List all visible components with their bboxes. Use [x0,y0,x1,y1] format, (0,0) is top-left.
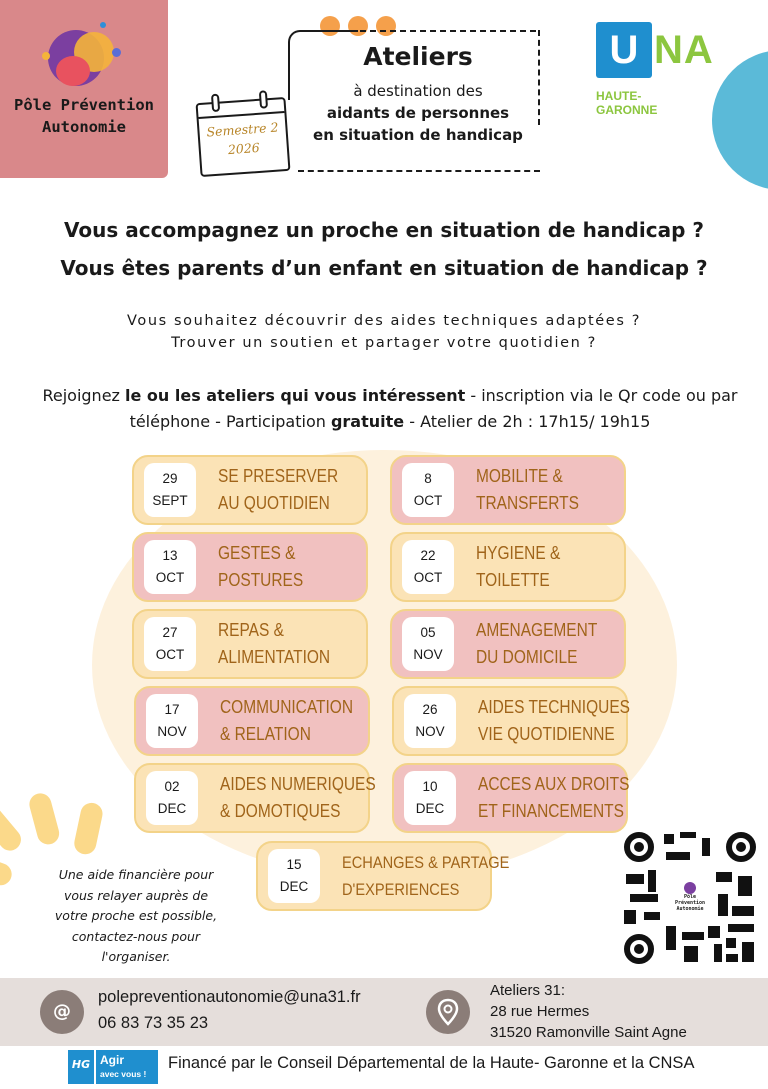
logo-dot-icon [42,52,50,60]
workshop-title: AIDES NUMERIQUES & DOMOTIQUES [220,774,376,821]
funding-text: Financé par le Conseil Départemental de la Haute- Garonne et la CNSA [168,1054,695,1072]
workshop-card [390,609,626,679]
pole-logo-line2: Autonomie [42,118,126,136]
workshop-card [390,455,626,525]
question-1: Vous accompagnez un proche en situation de handicap ? [64,218,704,242]
workshop-card [132,532,368,602]
workshop-card [134,763,376,833]
workshop-date: 05 NOV [402,617,454,671]
workshop-title: COMMUNICATION & RELATION [220,697,354,744]
logo-shape-icon [56,56,90,86]
qr-code[interactable] [622,830,758,966]
page-subtitle: à destination des aidants de personnes en situation de handicap [313,82,523,144]
location-pin-icon [426,990,470,1034]
pole-logo-text [0,94,168,138]
workshop-title: ECHANGES & PARTAGE D'EXPERIENCES [342,853,510,899]
address-street: 28 rue Hermes [490,1003,590,1020]
address-title: Ateliers 31: [490,982,566,999]
workshop-title: SE PRESERVER AU QUOTIDIEN [218,466,339,513]
pole-prevention-logo [0,0,168,178]
contact-email[interactable]: polepreventionautonomie@una31.fr [98,988,361,1006]
workshop-date: 8 OCT [402,463,454,517]
workshop-date: 26 NOV [404,694,456,748]
financial-aid-note: Une aide financière pour vous relayer auprès de votre proche est possible, contactez-nous pour l'organiser. [54,867,218,964]
workshop-date: 29 SEPT [144,463,196,517]
intro-text: Vous souhaitez découvrir des aides techniques adaptées ? Trouver un soutien et partager votre quotidien ? [127,313,641,351]
address-city: 31520 Ramonville Saint Agne [490,1024,687,1041]
join-text: Rejoignez le ou les ateliers qui vous intéressent - inscription via le Qr code ou par téléphone - Participation gratuite - Atelier de 2h : 17h15/ 19h15 [42,386,738,431]
workshop-title: MOBILITE & TRANSFERTS [476,466,579,513]
workshop-card [134,686,370,756]
workshop-title: HYGIENE & TOILETTE [476,543,561,590]
workshop-title: AMENAGEMENT DU DOMICILE [476,620,598,667]
logo-dot-icon [112,48,121,57]
title-box [288,30,540,172]
logo-dot-icon [100,22,106,28]
una-logo: U NA [596,22,706,78]
page-title: Ateliers [363,42,473,71]
qr-center-logo: Pôle Prévention Autonomie [672,880,708,916]
contact-bar [0,978,768,1046]
workshop-date: 13 OCT [144,540,196,594]
workshop-date: 15 DEC [268,849,320,903]
workshop-title: REPAS & ALIMENTATION [218,620,331,667]
pole-logo-line1: Pôle Prévention [14,96,154,114]
workshop-card [132,455,368,525]
workshop-date: 02 DEC [146,771,198,825]
workshop-title: AIDES TECHNIQUES VIE QUOTIDIENNE [478,697,630,744]
decorative-circle [712,50,768,190]
workshop-card [390,532,626,602]
workshop-card [256,841,510,911]
workshop-card [392,763,628,833]
calendar-icon [196,97,291,177]
workshop-card [392,686,628,756]
workshop-date: 22 OCT [402,540,454,594]
workshop-date: 10 DEC [404,771,456,825]
contact-phone[interactable]: 06 83 73 35 23 [98,1014,209,1032]
email-phone-icon: @ [40,990,84,1034]
workshop-date: 27 OCT [144,617,196,671]
workshop-title: GESTES & POSTURES [218,543,304,590]
haute-garonne-logo: HG Agir avec vous ! [68,1050,158,1084]
question-2: Vous êtes parents d’un enfant en situation de handicap ? [60,256,708,280]
workshop-card [132,609,368,679]
workshop-date: 17 NOV [146,694,198,748]
semester-label: Semestre 2 2026 [206,119,279,158]
una-region: HAUTE-GARONNE [596,89,658,117]
workshop-title: ACCES AUX DROITS ET FINANCEMENTS [478,774,630,821]
